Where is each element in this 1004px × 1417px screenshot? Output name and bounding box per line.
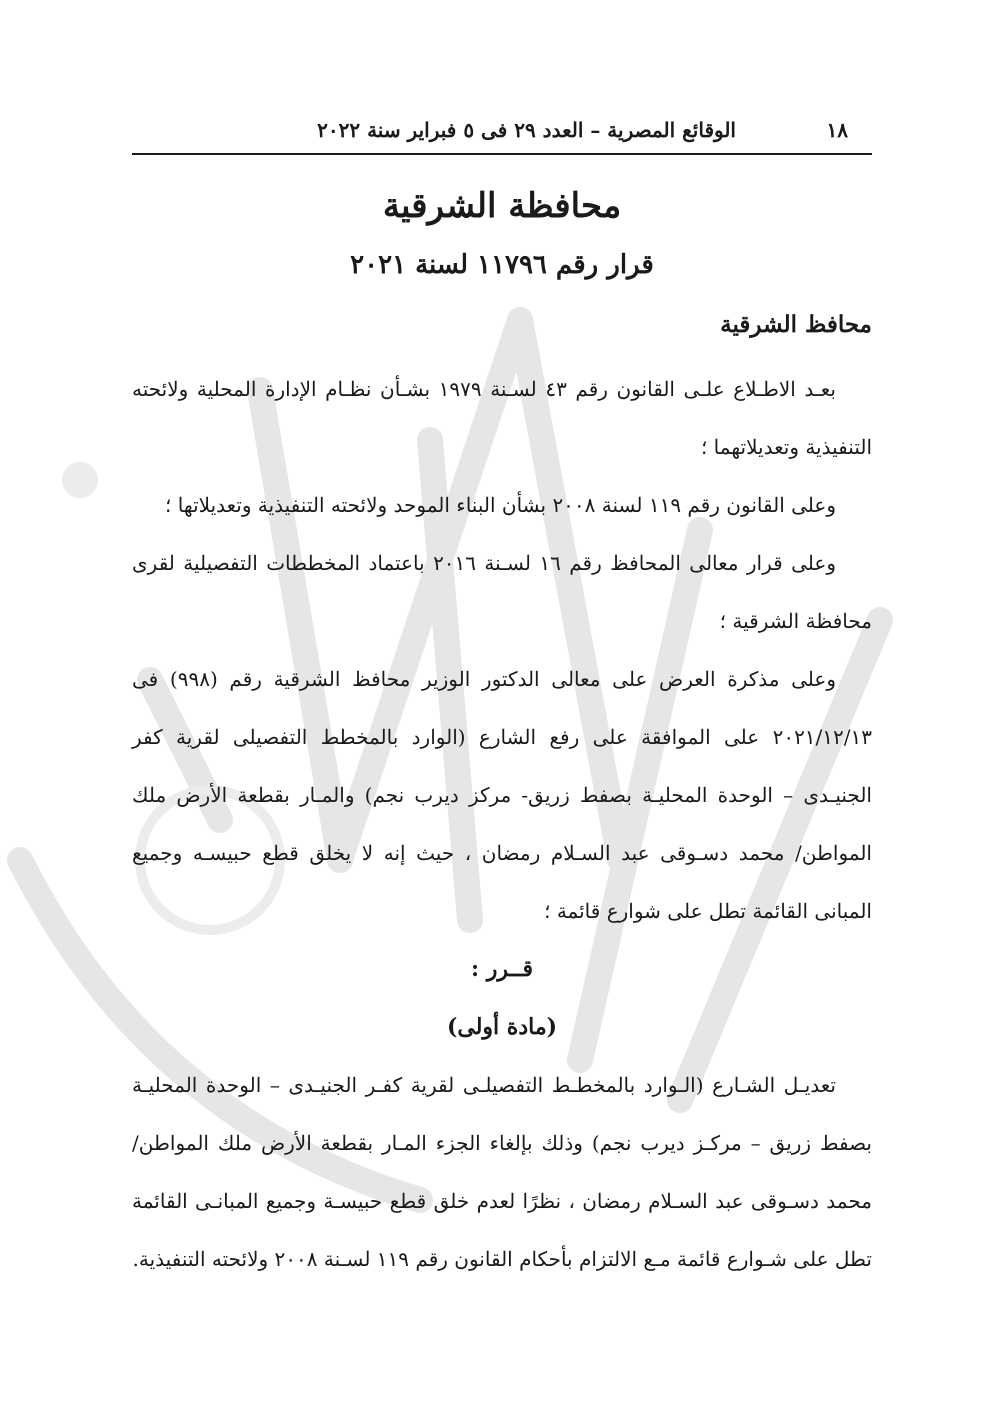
document-title: محافظة الشرقية — [382, 186, 622, 226]
preamble-paragraph: وعلى القانون رقم ١١٩ لسنة ٢٠٠٨ بشأن البناء الموحد ولائحته التنفيذية وتعديلاتها ؛ — [165, 493, 836, 517]
article-paragraph: تعديـل الشـارع (الـوارد بالمخطـط التفصيلـى لقرية كفـر الجنيـدى – الوحدة المحليـة بصفط زريق – مركـز ديرب نجم) وذلك بإلغاء الجزء المـار بقطعة الأرض ملك المواطن/ محمد دسـوقى عبد السـلام رمضان ، نظرًا لعدم خلق قطع حبيسـة وجميع المبانـى القائمة تطل على شـوارع قائمة مـع الالتزام بأحكام القانون رقم ١١٩ لسـنة ٢٠٠٨ ولائحته التنفيذية. — [132, 1073, 872, 1271]
publication-info: الوقائع المصرية – العدد ٢٩ فى ٥ فبراير سنة ٢٠٢٢ — [317, 118, 736, 142]
page-number: ١٨ — [826, 118, 848, 142]
preamble-paragraph: وعلى مذكرة العرض على معالى الدكتور الوزير محافظ الشرقية رقم (٩٩٨) فى ٢٠٢١/١٢/١٣ على الموافقة على رفع الشارع (الوارد بالمخطط التفصيلى لقرية كفر الجنيـدى – الوحدة المحليـة بصفط زريق- مركز ديرب نجم) والمـار بقطعة الأرض ملك المواطن/ محمد دسـوقى عبد السـلام رمضان ، حيث إنه لا يخلق قطع حبيسـه وجميع المبانى القائمة تطل على شوارع قائمة ؛ — [132, 667, 872, 923]
document-body — [132, 360, 872, 1288]
preamble-paragraph: وعلى قرار معالى المحافظ رقم ١٦ لسـنة ٢٠١٦ باعتماد المخططات التفصيلية لقرى محافظة الشرقية ؛ — [132, 551, 872, 633]
decree-number: قرار رقم ١١٧٩٦ لسنة ٢٠٢١ — [350, 250, 654, 280]
decided-heading: قــرر : — [471, 956, 533, 982]
issuer-heading: محافظ الشرقية — [720, 311, 872, 338]
watermark-dot — [62, 462, 98, 498]
preamble-paragraph: بعـد الاطـلاع علـى القانون رقم ٤٣ لسـنة ١٩٧٩ بشـأن نظـام الإدارة المحلية ولائحته التنفيذية وتعديلاتهما ؛ — [132, 377, 872, 459]
header-divider — [132, 153, 872, 155]
page-header — [132, 112, 872, 152]
article-heading: (مادة أولى) — [446, 1014, 558, 1040]
